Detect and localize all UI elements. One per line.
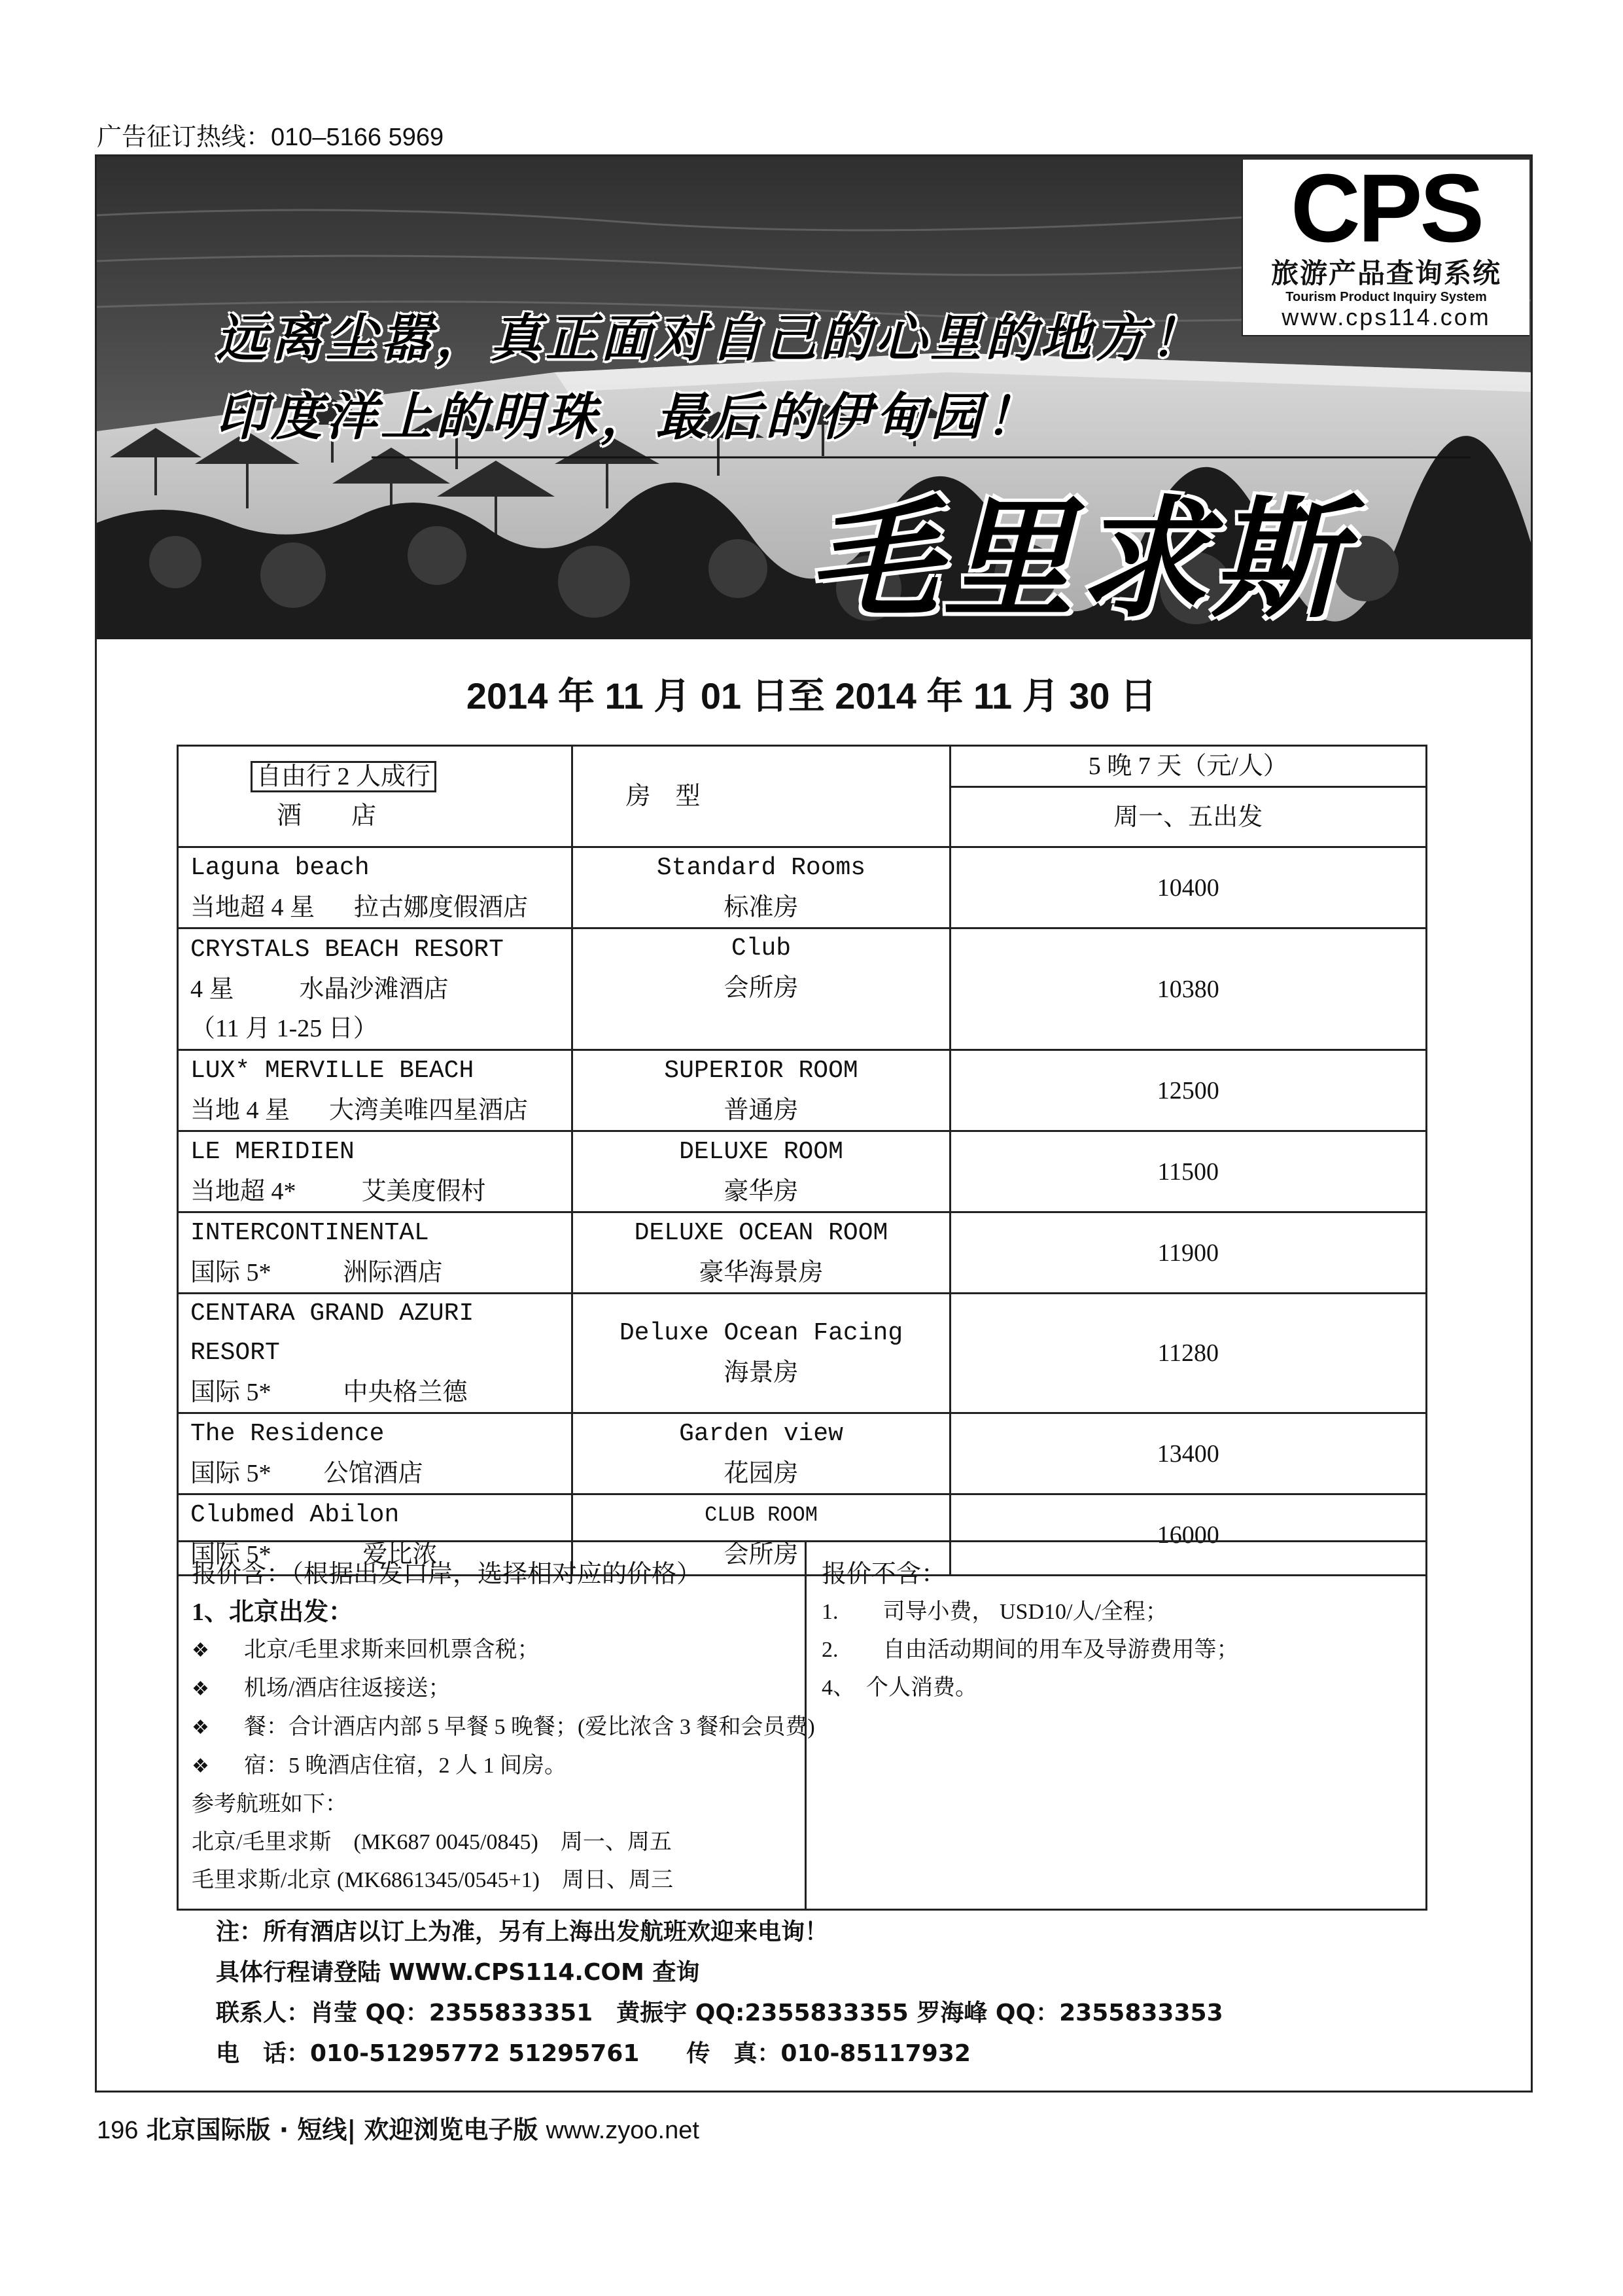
room-type-cn: 花园房 [724, 1459, 799, 1487]
include-item: 北京/毛里求斯来回机票含税； [244, 1638, 540, 1662]
price: 12500 [950, 1050, 1426, 1131]
room-type-en: CLUB ROOM [705, 1502, 818, 1527]
price-notes-box [177, 1540, 1427, 1911]
hotel-grade: 当地 4 星 [190, 1096, 290, 1124]
hotel-name-cn: 爱比浓 [362, 1540, 438, 1568]
header-hotel-cell [178, 746, 572, 847]
welcome-text: 欢迎浏览电子版 [364, 2115, 538, 2144]
page-footer [97, 2110, 699, 2146]
hotel-name-cn: 拉古娜度假酒店 [354, 893, 529, 921]
room-type-en: Garden view [679, 1419, 843, 1448]
table-row [178, 1413, 1427, 1494]
excludes-title: 报价不含： [822, 1561, 947, 1588]
hotel-name-cn: 艾美度假村 [361, 1177, 486, 1205]
cps-name-cn: 旅游产品查询系统 [1270, 257, 1501, 289]
header-room: 房 型 [572, 746, 950, 847]
price: 11900 [950, 1212, 1426, 1294]
includes-subtitle: 1、北京出发： [192, 1598, 354, 1626]
price: 13400 [950, 1413, 1426, 1494]
price: 11280 [950, 1294, 1426, 1413]
include-item: 宿：5 晚酒店住宿，2 人 1 间房。 [244, 1754, 567, 1778]
hotel-name-cn: 公馆酒店 [323, 1459, 423, 1487]
cps-url[interactable]: www.cps114.com [1282, 304, 1491, 330]
hotel-grade: 国际 5* [190, 1459, 271, 1487]
bullet-icon: ❖ [192, 1756, 209, 1777]
table-row [178, 847, 1427, 928]
excludes-panel [809, 1542, 1423, 1909]
destination-title: 毛里求斯 [808, 484, 1348, 636]
date-range: 2014 年 11 月 01 日至 2014 年 11 月 30 日 [466, 675, 1157, 716]
room-type-cn: 普通房 [724, 1096, 799, 1124]
hotel-name-cn: 洲际酒店 [343, 1258, 443, 1286]
exclude-item: 4、 个人消费。 [822, 1676, 977, 1700]
hotel-grade: 国际 5* [190, 1258, 271, 1286]
slogan-line-2: 印度洋上的明珠，最后的伊甸园！ [216, 387, 1041, 447]
room-type-en: SUPERIOR ROOM [664, 1056, 858, 1085]
bullet-icon: ❖ [192, 1640, 209, 1661]
hotel-price-table [177, 745, 1427, 1576]
room-type-cn: 海景房 [724, 1359, 799, 1386]
hotel-grade: 国际 5* [190, 1379, 271, 1406]
hotel-name-en: LUX* MERVILLE BEACH [190, 1056, 474, 1085]
phone-fax-line: 电 话：010-51295772 51295761 传 真：010-85117932 [216, 2040, 971, 2067]
cps-name-en: Tourism Product Inquiry System [1285, 290, 1487, 304]
cps-logo-box [1242, 154, 1529, 336]
cps-logo: CPS [1290, 154, 1482, 262]
section-label: 北京国际版 · 短线| [146, 2115, 357, 2144]
bullet-icon: ❖ [192, 1678, 209, 1700]
hotel-grade: 4 星 [190, 975, 234, 1003]
header-departure: 周一、五出发 [950, 787, 1426, 847]
room-type-en: Standard Rooms [656, 853, 866, 882]
note-line: 注：所有酒店以订上为准，另有上海出发航班欢迎来电询！ [216, 1918, 829, 1945]
group-tag: 自由行 2 人成行 [251, 761, 436, 792]
room-type-cn: 会所房 [724, 974, 799, 1002]
room-type-cn: 豪华房 [724, 1177, 799, 1205]
hotel-grade: 国际 5* [190, 1540, 271, 1568]
header-hotel: 酒 店 [277, 802, 377, 830]
hotel-name-en: CENTARA GRAND AZURI RESORT [190, 1299, 474, 1367]
room-type-en: DELUXE ROOM [679, 1137, 843, 1166]
hotel-name-en: Laguna beach [190, 853, 370, 882]
table-row [178, 1212, 1427, 1294]
room-type-en: Deluxe Ocean Facing [619, 1319, 903, 1347]
hotel-name-en: LE MERIDIEN [190, 1137, 355, 1166]
room-type-cn: 豪华海景房 [699, 1258, 824, 1286]
hotel-date-note: （11 月 1-25 日） [190, 1014, 378, 1042]
itinerary-link-line: 具体行程请登陆 WWW.CPS114.COM 查询 [216, 1959, 700, 1986]
contacts-line: 联系人：肖莹 QQ：2355833351 黄振宇 QQ:2355833355 罗海峰 QQ：2355833353 [216, 2000, 1223, 2026]
ad-hotline: 广告征订热线：010–5166 5969 [97, 124, 444, 151]
hotel-name-en: The Residence [190, 1419, 385, 1448]
room-type-cn: 会所房 [724, 1540, 799, 1568]
hotel-grade: 当地超 4* [190, 1177, 296, 1205]
slogan-line-1: 远离尘嚣，真正面对自己的心里的地方！ [216, 309, 1206, 368]
table-row [178, 1294, 1427, 1413]
hotel-name-en: Clubmed Abilon [190, 1500, 400, 1529]
page-number: 196 [97, 2117, 139, 2144]
flight-item: 毛里求斯/北京 (MK6861345/0545+1) 周日、周三 [192, 1868, 673, 1892]
includes-panel [179, 1542, 815, 1909]
footer-notes [216, 1912, 1223, 2074]
flights-title: 参考航班如下： [192, 1792, 347, 1816]
room-type-cn: 标准房 [724, 893, 799, 921]
header-price: 5 晚 7 天（元/人） [950, 746, 1426, 787]
price: 16000 [950, 1494, 1426, 1576]
price: 10380 [950, 928, 1426, 1050]
hotel-name-cn: 中央格兰德 [343, 1379, 468, 1406]
price: 10400 [950, 847, 1426, 928]
room-type-en: DELUXE OCEAN ROOM [634, 1218, 888, 1247]
hotel-name-cn: 大湾美唯四星酒店 [329, 1096, 529, 1124]
includes-title: 报价含：（根据出发口岸，选择相对应的价格） [192, 1561, 702, 1588]
exclude-item: 2. 自由活动期间的用车及导游费用等； [822, 1638, 1239, 1662]
hotel-name-en: INTERCONTINENTAL [190, 1218, 429, 1247]
room-type-en: Club [731, 934, 792, 963]
table-row [178, 928, 1427, 1050]
table-row [178, 1050, 1427, 1131]
exclude-item: 1. 司导小费， USD10/人/全程； [822, 1600, 1168, 1624]
hotel-name-cn: 水晶沙滩酒店 [299, 975, 449, 1003]
hotel-grade: 当地超 4 星 [190, 893, 315, 921]
price: 11500 [950, 1131, 1426, 1212]
table-row [178, 1131, 1427, 1212]
include-item: 餐：合计酒店内部 5 早餐 5 晚餐；(爱比浓含 3 餐和会员费) [244, 1715, 815, 1739]
flight-item: 北京/毛里求斯 (MK687 0045/0845) 周一、周五 [192, 1830, 672, 1854]
bullet-icon: ❖ [192, 1717, 209, 1739]
include-item: 机场/酒店往返接送； [244, 1676, 451, 1701]
footer-url[interactable]: www.zyoo.net [546, 2117, 699, 2144]
hotel-name-en: CRYSTALS BEACH RESORT [190, 935, 504, 964]
